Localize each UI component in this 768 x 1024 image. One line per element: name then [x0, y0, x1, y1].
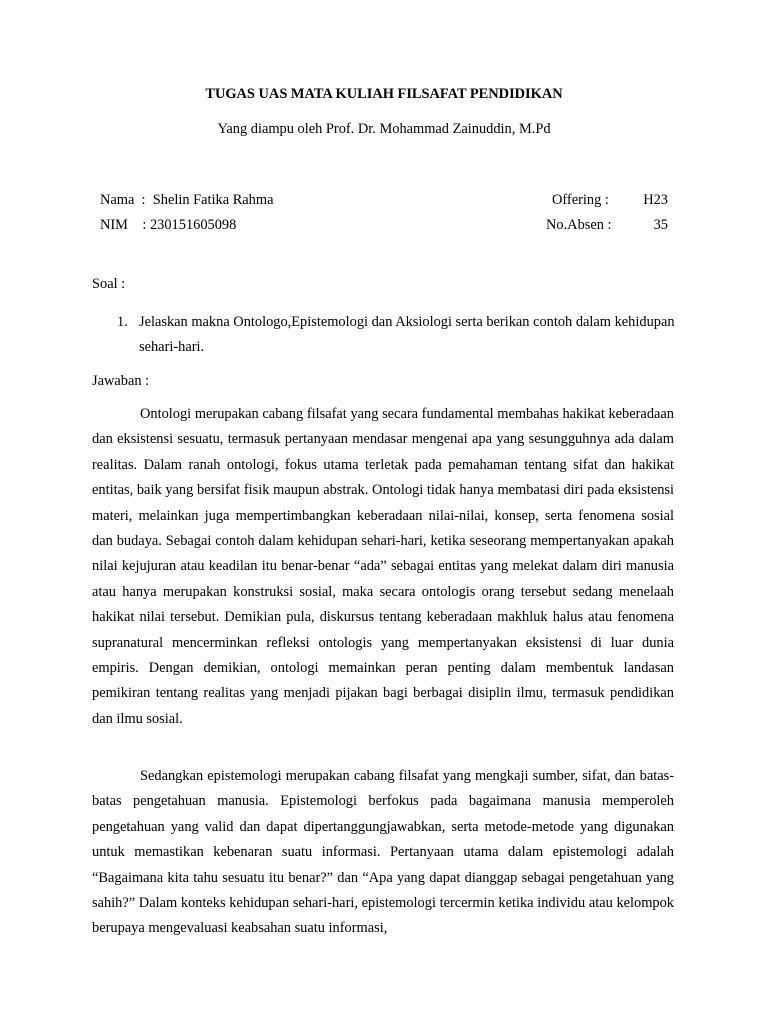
- answer-paragraph-ontologi: Ontologi merupakan cabang filsafat yang secara fundamental membahas hakikat keberadaan dan eksistensi sesuatu, termasuk pertanyaan mendasar mengenai apa yang sesungguhnya ada dalam realitas. Dalam ranah ontologi, fokus utama terletak pada pemahaman tentang sifat dan hakikat entitas, baik yang bersifat fisik maupun abstrak. Ontologi tidak hanya membatasi diri pada eksistensi materi, melainkan juga mempertimbangkan keberadaan nilai-nilai, konsep, serta fenomena sosial dan budaya. Sebagai contoh dalam kehidupan sehari-hari, ketika seseorang mempertanyakan apakah nilai kejujuran atau keadilan itu benar-benar “ada” sebagai entitas yang melekat dalam diri manusia atau hanya merupakan konstruksi sosial, maka secara ontologis orang tersebut sedang menelaah hakikat nilai tersebut. Demikian pula, diskursus tentang keberadaan makhluk halus atau fenomena supranatural mencerminkan refleksi ontologis yang mempertanyakan eksistensi di luar dunia empiris. Dengan demikian, ontologi memainkan peran penting dalam membentuk landasan pemikiran tentang realitas yang menjadi pijakan bagi berbagai disiplin ilmu, termasuk pendidikan dan ilmu sosial.: [92, 406, 674, 727]
- student-nim: NIM : 230151605098: [100, 217, 237, 233]
- student-name: Nama : Shelin Fatika Rahma: [100, 192, 274, 208]
- absen-value: 35: [653, 217, 668, 233]
- question-text: Jelaskan makna Ontologo,Epistemologi dan Aksiologi serta berikan contoh dalam kehidupan sehari-hari.: [139, 314, 675, 356]
- absen-label: No.Absen :: [546, 217, 612, 233]
- jawaban-label: Jawaban :: [92, 373, 150, 389]
- question-item: [117, 310, 677, 361]
- offering-value: H23: [643, 192, 668, 208]
- document-title: TUGAS UAS MATA KULIAH FILSAFAT PENDIDIKAN: [205, 86, 563, 102]
- question-number: 1.: [117, 314, 128, 330]
- answer-paragraph-epistemologi: Sedangkan epistemologi merupakan cabang filsafat yang mengkaji sumber, sifat, dan batas-batas pengetahuan manusia. Epistemologi berfokus pada bagaimana manusia memperoleh pengetahuan yang valid dan dapat dipertanggungjawabkan, serta metode-metode yang digunakan untuk memastikan kebenaran suatu informasi. Pertanyaan utama dalam epistemologi adalah “Bagaimana kita tahu sesuatu itu benar?” dan “Apa yang dapat dianggap sebagai pengetahuan yang sahih?” Dalam konteks kehidupan sehari-hari, epistemologi tercermin ketika individu atau kelompok berupaya mengevaluasi keabsahan suatu informasi,: [92, 768, 674, 937]
- soal-label: Soal :: [92, 276, 126, 292]
- document-subtitle: Yang diampu oleh Prof. Dr. Mohammad Zainuddin, M.Pd: [217, 121, 551, 137]
- offering-label: Offering :: [552, 192, 609, 208]
